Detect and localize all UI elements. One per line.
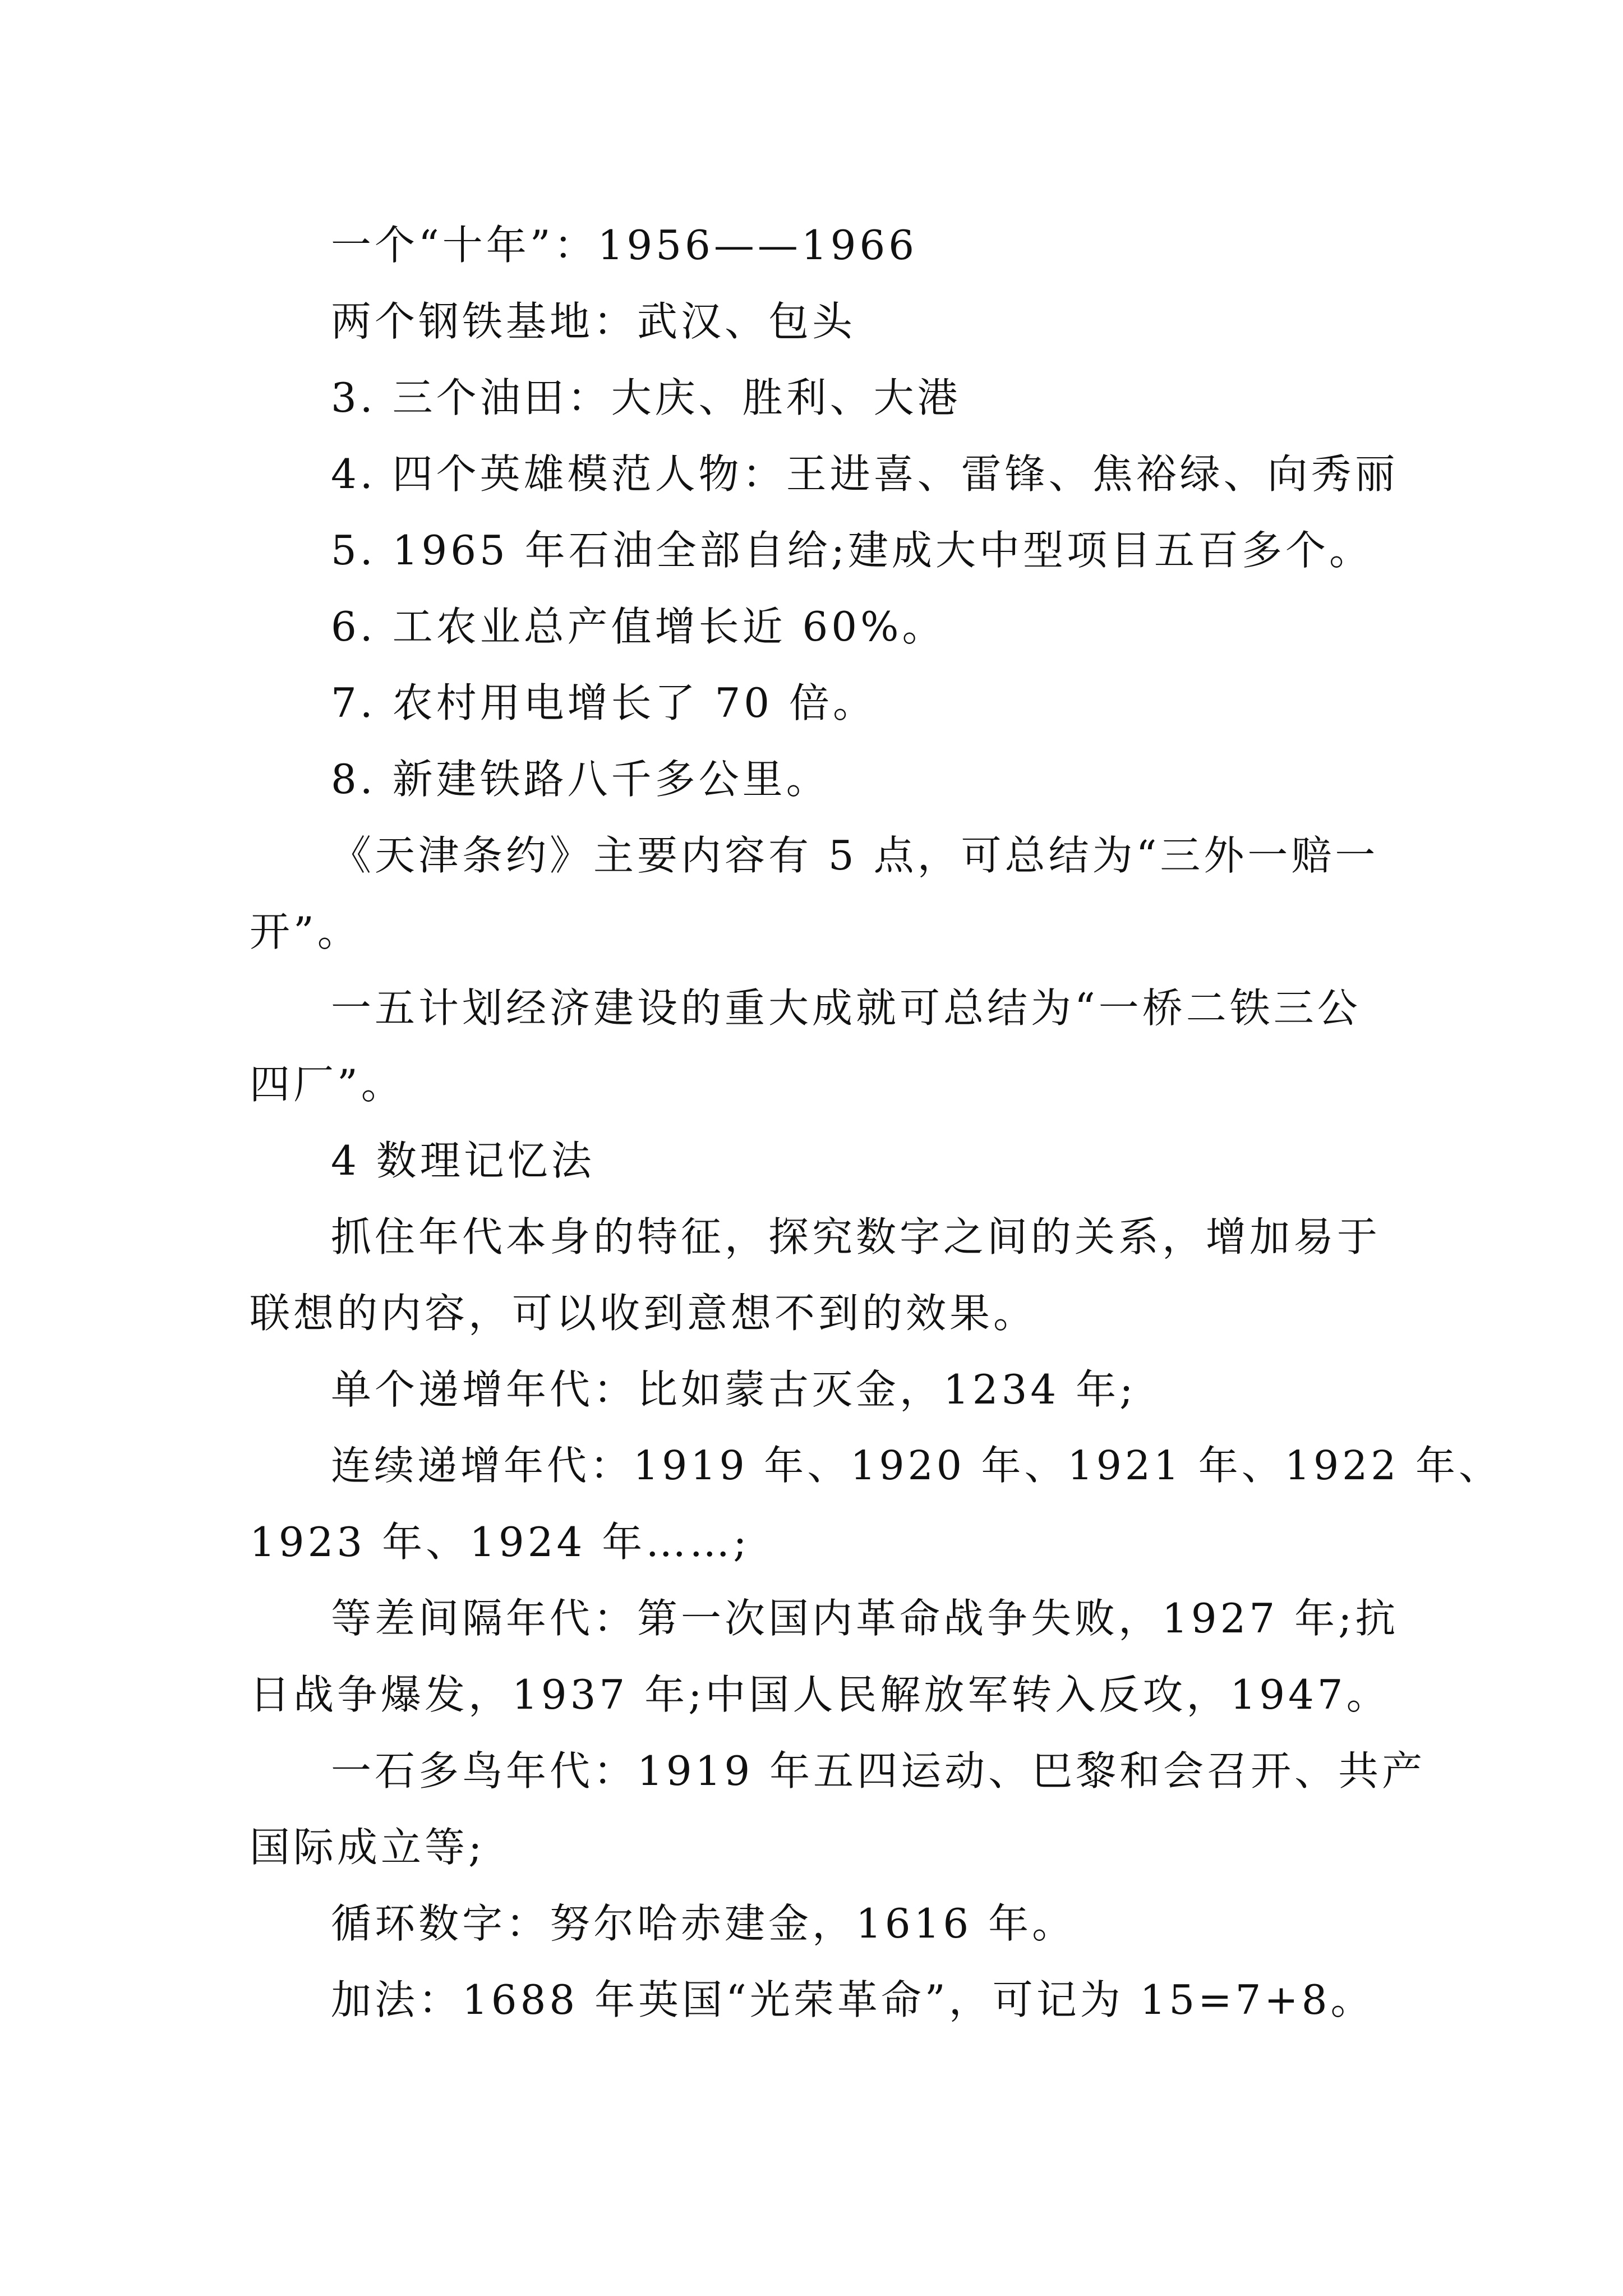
text-line-oil-self-sufficiency: 5. 1965 年石油全部自给;建成大中型项目五百多个。 (331, 527, 1373, 574)
text-line-tianjin-treaty: 《天津条约》主要内容有 5 点，可总结为“三外一赔一 (331, 832, 1379, 879)
text-line-addition: 加法：1688 年英国“光荣革命”，可记为 15=7+8。 (331, 1976, 1375, 2023)
text-line-cyclic-number: 循环数字：努尔哈赤建金，1616 年。 (331, 1900, 1076, 1947)
text-line-method-intro-end: 联想的内容，可以收到意想不到的效果。 (250, 1290, 1038, 1337)
text-line-oil-fields: 3. 三个油田：大庆、胜利、大港 (331, 374, 961, 421)
text-line-output-growth: 6. 工农业总产值增长近 60%。 (331, 603, 946, 650)
text-line-single-increment: 单个递增年代：比如蒙古灭金，1234 年; (331, 1366, 1137, 1413)
text-line-consecutive-years-end: 1923 年、1924 年……; (250, 1519, 750, 1566)
text-line-equal-interval: 等差间隔年代：第一次国内革命战争失败，1927 年;抗 (331, 1595, 1399, 1642)
text-line-one-stone-birds-end: 国际成立等; (250, 1824, 486, 1871)
text-line-new-railways: 8. 新建铁路八千多公里。 (331, 756, 830, 803)
text-line-consecutive-years: 连续递增年代：1919 年、1920 年、1921 年、1922 年、 (331, 1442, 1502, 1489)
text-line-method-intro: 抓住年代本身的特征，探究数字之间的关系，增加易于 (331, 1213, 1381, 1260)
text-line-model-figures: 4. 四个英雄模范人物：王进喜、雷锋、焦裕绿、向秀丽 (331, 450, 1399, 498)
text-line-one-stone-birds: 一石多鸟年代：1919 年五四运动、巴黎和会召开、共产 (331, 1747, 1426, 1795)
section-heading-number-memory: 4 数理记忆法 (331, 1137, 595, 1184)
text-line-equal-interval-end: 日战争爆发，1937 年;中国人民解放军转入反攻，1947。 (250, 1671, 1390, 1718)
text-line-rural-electricity: 7. 农村用电增长了 70 倍。 (331, 679, 877, 726)
text-line-five-year-plan: 一五计划经济建设的重大成就可总结为“一桥二铁三公 (331, 984, 1361, 1032)
text-line-steel-bases: 两个钢铁基地：武汉、包头 (331, 298, 856, 345)
text-line-ten-years: 一个“十年”：1956——1966 (331, 222, 918, 269)
text-line-tianjin-treaty-end: 开”。 (250, 908, 361, 955)
text-line-five-year-plan-end: 四厂”。 (250, 1061, 405, 1108)
